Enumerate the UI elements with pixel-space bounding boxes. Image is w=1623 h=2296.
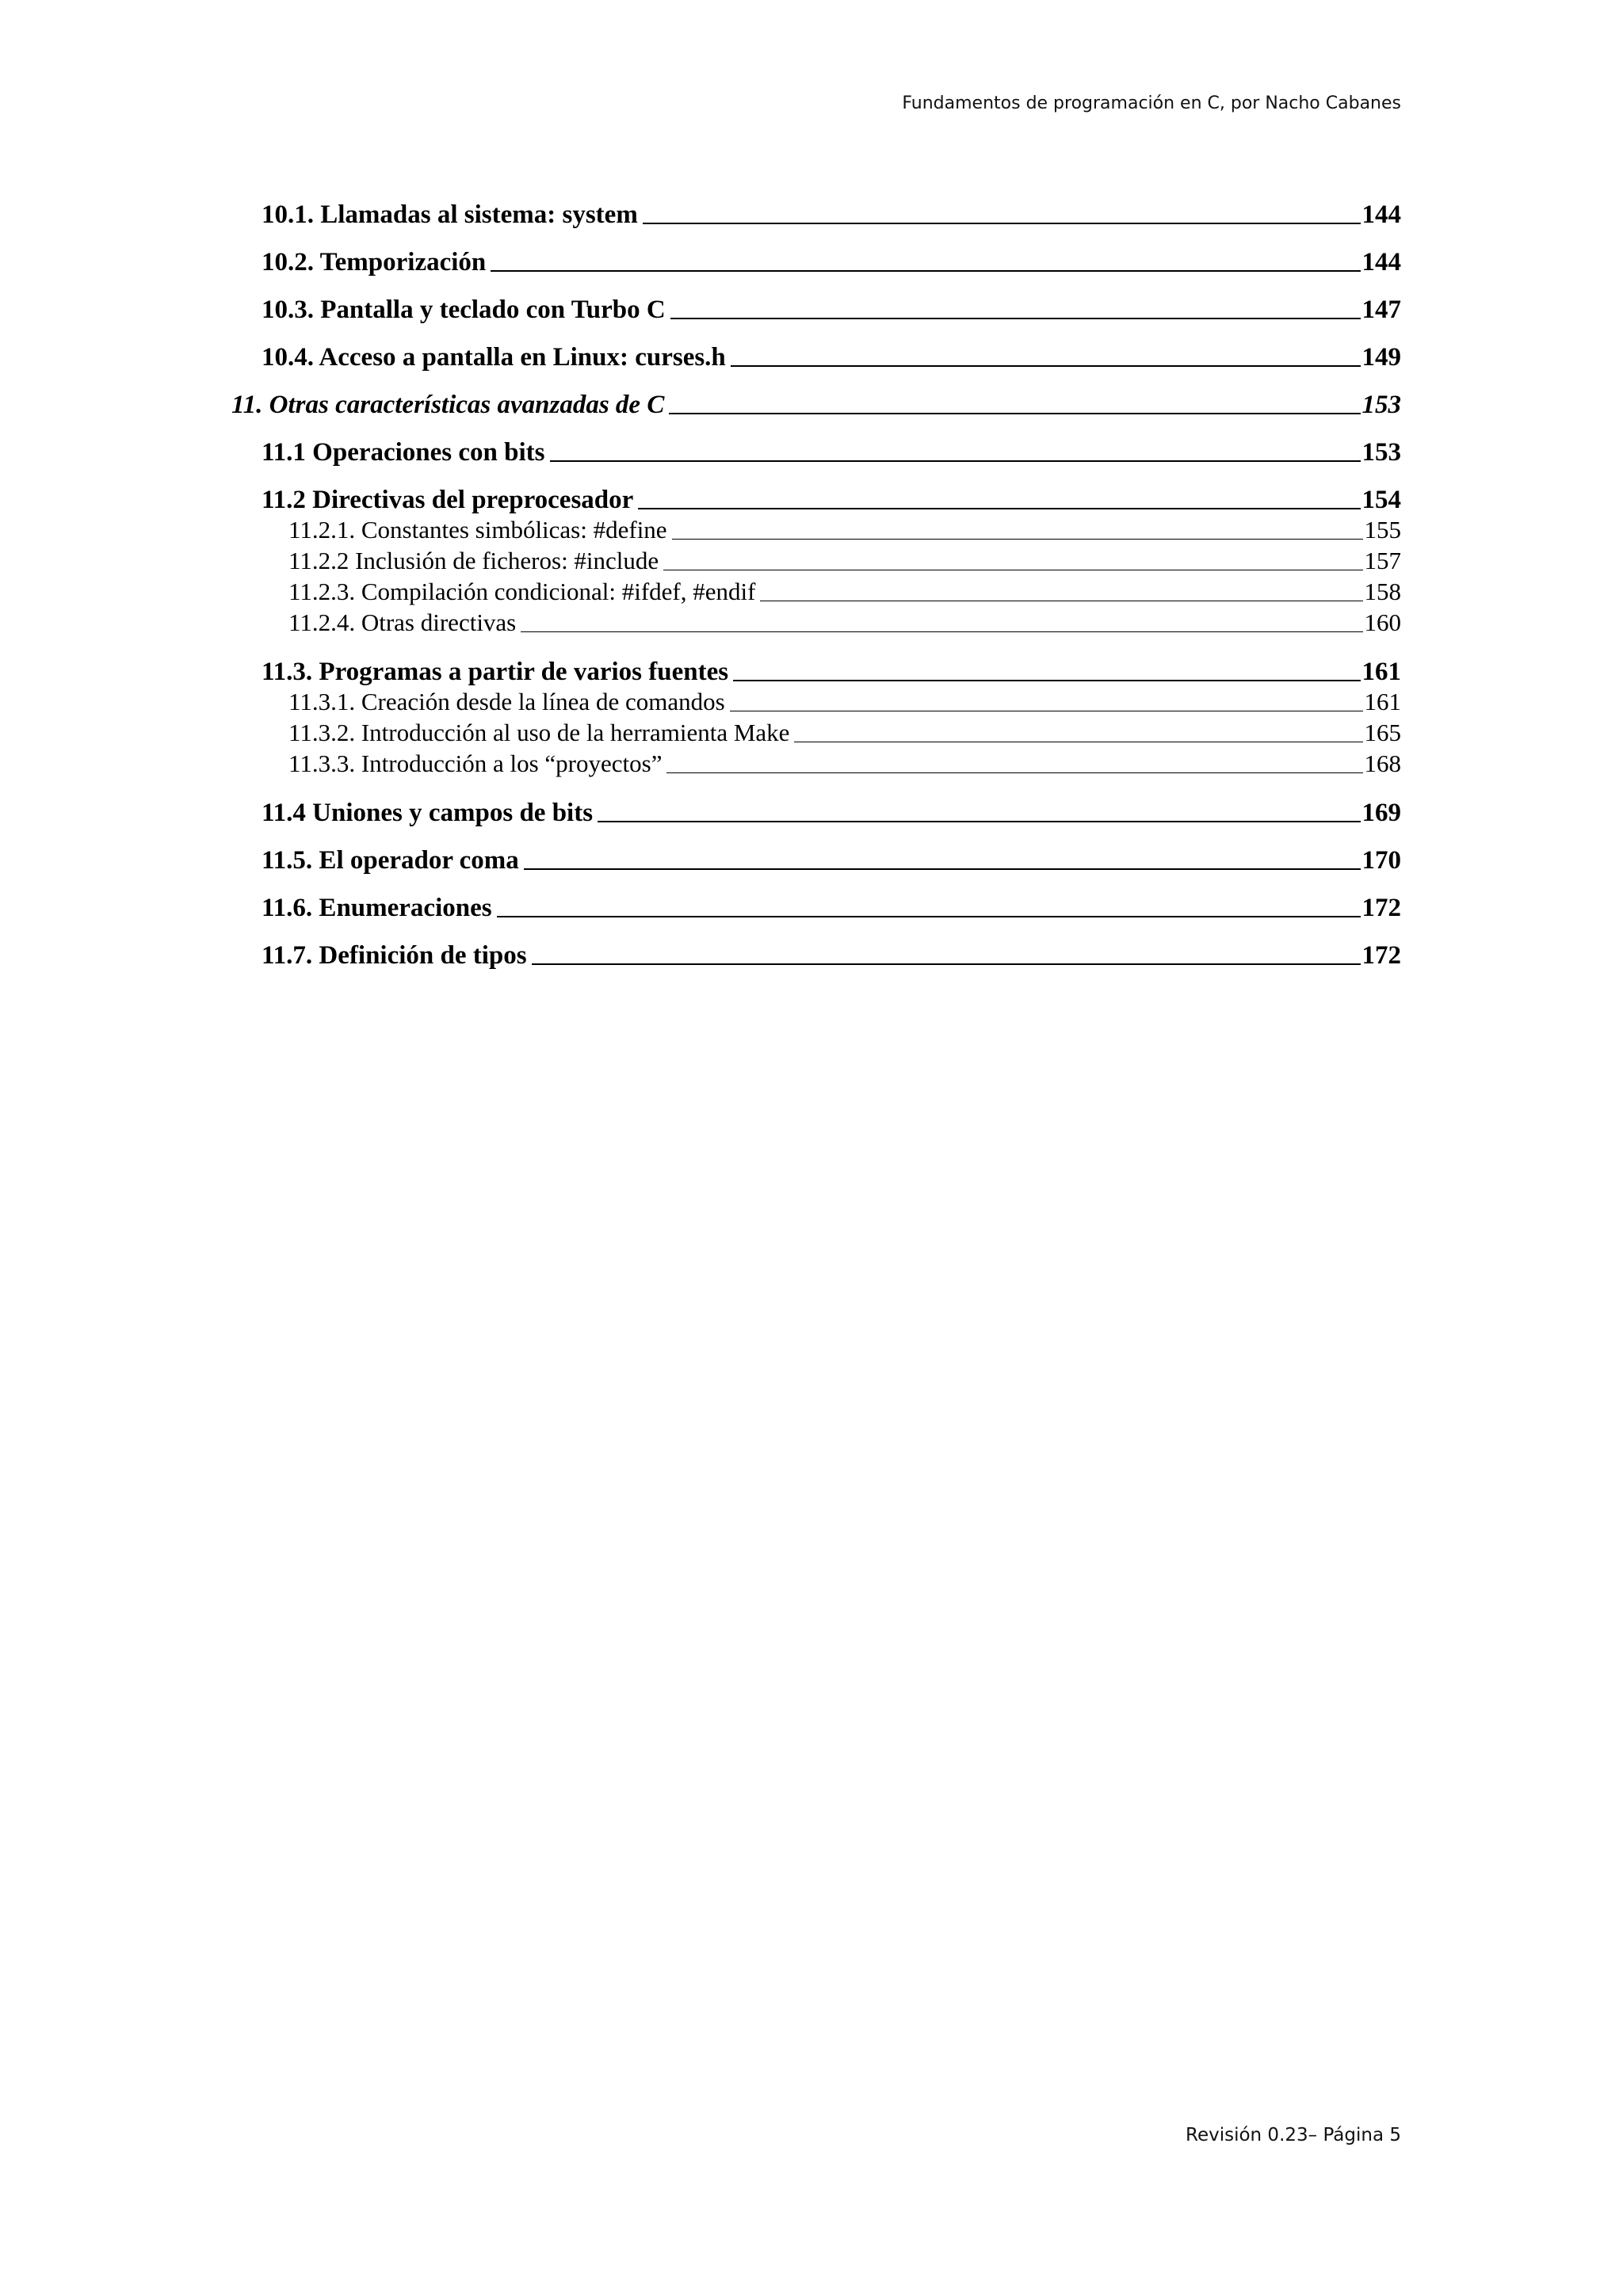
toc-entry-page: 157 bbox=[1364, 547, 1401, 574]
toc-entry-page: 168 bbox=[1364, 749, 1401, 777]
toc-entry-title: 11.3. Programas a partir de varios fuentes bbox=[262, 658, 729, 686]
toc-entry-page: 155 bbox=[1364, 516, 1401, 543]
toc-leader-line bbox=[521, 631, 1362, 632]
toc-leader-line bbox=[666, 772, 1362, 773]
toc-subentry[interactable] bbox=[288, 514, 1401, 544]
toc-entry-title: 11.1 Operaciones con bits bbox=[262, 438, 545, 467]
toc-entry-page: 172 bbox=[1361, 894, 1401, 922]
toc-entry-title: 10.2. Temporización bbox=[262, 248, 487, 277]
toc-entry-title: 11.2.1. Constantes simbólicas: #define bbox=[288, 516, 667, 543]
toc-subentry[interactable] bbox=[288, 748, 1401, 778]
toc-entry-title: 11.2 Directivas del preprocesador bbox=[262, 486, 634, 514]
toc-leader-line bbox=[672, 539, 1363, 540]
toc-entry[interactable] bbox=[262, 888, 1401, 923]
toc-entry-title: 10.4. Acceso a pantalla en Linux: curses.h bbox=[262, 343, 726, 372]
toc-entry-title: 11.5. El operador coma bbox=[262, 846, 519, 875]
toc-entry-page: 153 bbox=[1361, 391, 1401, 419]
toc-entry-page: 161 bbox=[1361, 658, 1401, 686]
toc-subentry[interactable] bbox=[288, 545, 1401, 575]
toc-entry-page: 144 bbox=[1361, 248, 1401, 277]
toc-leader-line bbox=[670, 318, 1361, 319]
toc-leader-line bbox=[643, 223, 1361, 224]
toc-entry[interactable] bbox=[262, 433, 1401, 467]
toc-entry-page: 165 bbox=[1364, 719, 1401, 746]
toc-leader-line bbox=[524, 868, 1361, 870]
toc-entry[interactable] bbox=[262, 793, 1401, 828]
toc-subentry[interactable] bbox=[288, 686, 1401, 716]
toc-leader-line bbox=[598, 821, 1360, 822]
toc-entry-title: 11.4 Uniones y campos de bits bbox=[262, 799, 594, 827]
toc-entry-title: 11.2.2 Inclusión de ficheros: #include bbox=[288, 547, 659, 574]
toc-chapter-entry[interactable] bbox=[231, 385, 1401, 420]
toc-entry-title: 11.2.4. Otras directivas bbox=[288, 608, 517, 636]
toc-entry-page: 154 bbox=[1361, 486, 1401, 514]
toc-leader-line bbox=[532, 963, 1361, 965]
toc-entry-title: 10.3. Pantalla y teclado con Turbo C bbox=[262, 296, 666, 324]
toc-entry-page: 147 bbox=[1361, 296, 1401, 324]
toc-entry-title: 11.6. Enumeraciones bbox=[262, 894, 492, 922]
toc-entry-page: 170 bbox=[1361, 846, 1401, 875]
toc-leader-line bbox=[731, 365, 1361, 367]
toc-subentry[interactable] bbox=[288, 576, 1401, 606]
toc-leader-line bbox=[491, 270, 1360, 272]
toc-leader-line bbox=[497, 916, 1361, 917]
page-footer: Revisión 0.23– Página 5 bbox=[1186, 2125, 1401, 2145]
toc-entry[interactable] bbox=[262, 195, 1401, 230]
toc-entry-page: 160 bbox=[1364, 608, 1401, 636]
toc-entry-title: 11.3.2. Introducción al uso de la herramienta Make bbox=[288, 719, 790, 746]
toc-entry[interactable] bbox=[262, 841, 1401, 875]
toc-entry-page: 144 bbox=[1361, 200, 1401, 229]
toc-entry[interactable] bbox=[262, 480, 1401, 515]
toc-entry-title: 11. Otras características avanzadas de C bbox=[231, 391, 665, 419]
toc-entry-page: 161 bbox=[1364, 688, 1401, 715]
toc-entry[interactable] bbox=[262, 290, 1401, 325]
toc-subentry[interactable] bbox=[288, 607, 1401, 637]
toc-entry-page: 172 bbox=[1361, 941, 1401, 970]
toc-entry-title: 11.2.3. Compilación condicional: #ifdef, #endif bbox=[288, 578, 756, 605]
page-header: Fundamentos de programación en C, por Nacho Cabanes bbox=[902, 93, 1401, 113]
toc-entry-page: 149 bbox=[1361, 343, 1401, 372]
toc-entry-title: 11.7. Definición de tipos bbox=[262, 941, 527, 970]
toc-entry-page: 169 bbox=[1361, 799, 1401, 827]
toc-leader-line bbox=[638, 508, 1360, 509]
toc-entry[interactable] bbox=[262, 242, 1401, 277]
toc-entry-title: 11.3.3. Introducción a los “proyectos” bbox=[288, 749, 663, 777]
toc-leader-line bbox=[669, 413, 1360, 414]
toc-subentry[interactable] bbox=[288, 717, 1401, 747]
toc-entry-title: 11.3.1. Creación desde la línea de comandos bbox=[288, 688, 725, 715]
toc-entry-page: 158 bbox=[1364, 578, 1401, 605]
toc-entry-page: 153 bbox=[1361, 438, 1401, 467]
toc-leader-line bbox=[550, 460, 1361, 462]
toc-entry[interactable] bbox=[262, 338, 1401, 372]
toc-leader-line bbox=[733, 680, 1360, 681]
toc-entry[interactable] bbox=[262, 652, 1401, 687]
toc-entry-title: 10.1. Llamadas al sistema: system bbox=[262, 200, 638, 229]
toc-entry[interactable] bbox=[262, 936, 1401, 971]
